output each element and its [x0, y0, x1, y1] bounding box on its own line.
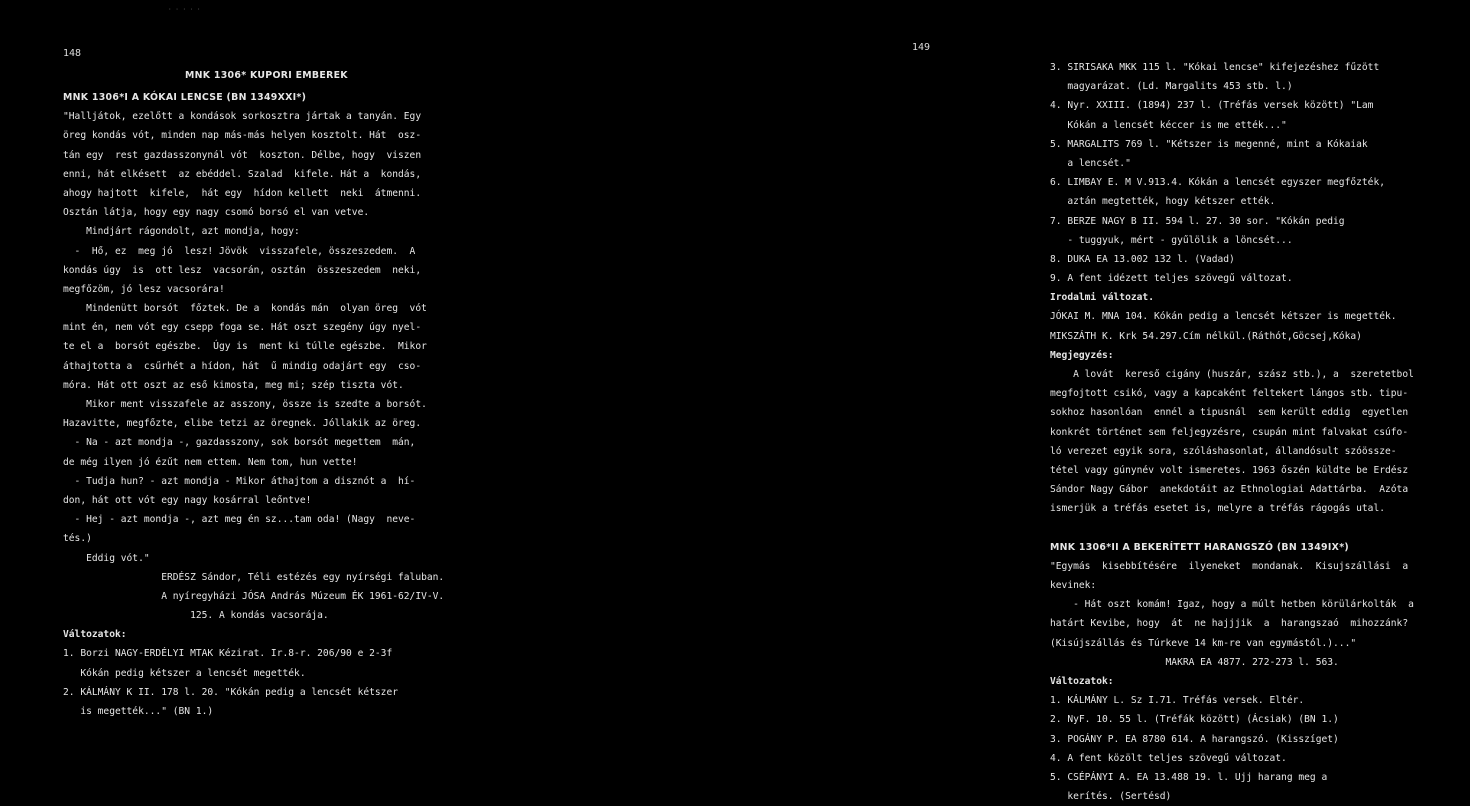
left-page-text: [63, 88, 473, 721]
text-line: tés.): [63, 533, 92, 545]
text-line: megfőzöm, jó lesz vacsorára!: [63, 283, 225, 295]
text-line: áthajtotta a csűrhét a hídon, hát ű mindig odajárt egy cso-: [63, 360, 422, 372]
text-line: [1050, 519, 1470, 538]
text-line: magyarázat. (Ld. Margalits 453 stb. l.): [1050, 81, 1293, 93]
running-head: MNK 1306* KUPORI EMBEREK: [185, 70, 348, 81]
text-line: határt Kevibe, hogy át ne hajjjik a harangszaó mihozzánk?: [1050, 618, 1409, 630]
text-line: MNK 1306*I A KÓKAI LENCSE (BN 1349XXI*): [63, 92, 307, 103]
text-line: ismerjük a tréfás esetet is, melyre a tréfás rágogás utal.: [1050, 503, 1386, 515]
text-line: de még ilyen jó ézűt nem ettem. Nem tom, hun vette!: [63, 456, 358, 468]
text-line: Sándor Nagy Gábor anekdotáit az Ethnologiai Adattárba. Azóta: [1050, 484, 1409, 496]
text-line: (Kisújszállás és Túrkeve 14 km-re van egymástól.)...": [1050, 637, 1357, 649]
text-line: is megették..." (BN 1.): [63, 706, 214, 717]
text-line: mint én, nem vót egy csepp foga se. Hát oszt szegény úgy nyel-: [63, 322, 422, 334]
text-line: Irodalmi változat.: [1050, 292, 1154, 304]
text-line: ló verezet egyik sora, szóláshasonlat, állandósult szóössze-: [1050, 445, 1397, 457]
text-line: sokhoz hasonlóan ennél a tipusnál sem került eddig egyetlen: [1050, 407, 1409, 419]
text-line: Változatok:: [1050, 676, 1114, 687]
text-line: kevinek:: [1050, 580, 1097, 592]
text-line: tétel vagy gúnynév volt ismeretes. 1963 őszén küldte be Erdész: [1050, 464, 1409, 476]
text-line: 5. MARGALITS 769 l. "Kétszer is megenné, mint a Kókaiak: [1050, 138, 1368, 150]
text-line: Mindjárt rágondolt, azt mondja, hogy:: [63, 226, 300, 238]
page-number: 149: [912, 42, 931, 53]
text-line: - Na - azt mondja -, gazdasszony, sok borsót megettem mán,: [63, 437, 416, 449]
right-page: [512, 0, 1414, 803]
text-line: - Hő, ez meg jó lesz! Jövök visszafele, összeszedem. A: [63, 245, 416, 257]
right-page-text: [1050, 58, 1470, 806]
text-line: 3. SIRISAKA MKK 115 l. "Kókai lencse" kifejezéshez fűzött: [1050, 62, 1380, 73]
text-line: A lovát kereső cigány (huszár, szász stb.), a szeretetbol: [1050, 369, 1414, 380]
text-line: MAKRA EA 4877. 272-273 l. 563.: [1050, 656, 1339, 668]
text-line: 4. Nyr. XXIII. (1894) 237 l. (Tréfás versek között) "Lam: [1050, 100, 1374, 112]
page-number: 148: [63, 48, 82, 59]
text-line: Mindenütt borsót főztek. De a kondás mán olyan öreg vót: [63, 303, 427, 315]
text-line: Megjegyzés:: [1050, 349, 1114, 361]
text-line: konkrét történet sem feljegyzésre, csupán mint falvakat csúfo-: [1050, 426, 1409, 438]
text-line: aztán megtették, hogy kétszer ették.: [1050, 196, 1276, 208]
text-line: te el a borsót egészbe. Úgy is ment ki túlle egészbe. Mikor: [63, 341, 427, 353]
text-line: 125. A kondás vacsorája.: [63, 610, 329, 622]
text-line: Hazavitte, megfőzte, elibe tetzi az öregnek. Jóllakik az öreg.: [63, 418, 422, 430]
text-line: Eddig vót.": [63, 552, 150, 564]
text-line: "Halljátok, ezelőtt a kondások sorkosztra jártak a tanyán. Egy: [63, 111, 422, 123]
scan-artifact: · · · · ·: [168, 6, 201, 13]
text-line: móra. Hát ott oszt az eső kimosta, meg mi; szép tiszta vót.: [63, 379, 404, 391]
text-line: a lencsét.": [1050, 157, 1131, 169]
text-line: MIKSZÁTH K. Krk 54.297.Cím nélkül.(Ráthót,Göcsej,Kóka): [1050, 330, 1362, 342]
text-line: tán egy rest gazdasszonynál vót koszton. Délbe, hogy viszen: [63, 149, 422, 161]
text-line: Mikor ment visszafele az asszony, össze is szedte a borsót.: [63, 399, 427, 410]
text-line: - tuggyuk, mért - gyűlölik a löncsét...: [1050, 234, 1293, 246]
text-line: 9. A fent idézett teljes szövegű változat.: [1050, 273, 1293, 285]
text-line: A nyíregyházi JÓSA András Múzeum ÉK 1961-62/IV-V.: [63, 590, 445, 602]
text-line: kerítés. (Sertésd): [1050, 791, 1172, 803]
text-line: Változatok:: [63, 629, 127, 641]
left-page: [0, 0, 512, 721]
text-line: ERDÉSZ Sándor, Téli estézés egy nyírségi faluban.: [63, 571, 445, 583]
text-line: "Egymás kisebbítésére ilyeneket mondanak. Kisujszállási a: [1050, 560, 1409, 572]
text-line: - Hej - azt mondja -, azt meg én sz...tam oda! (Nagy neve-: [63, 514, 416, 526]
text-line: 7. BERZE NAGY B II. 594 l. 27. 30 sor. "Kókán pedig: [1050, 215, 1345, 227]
text-line: 5. CSÉPÁNYI A. EA 13.488 19. l. Ujj harang meg a: [1050, 771, 1328, 783]
text-line: Osztán látja, hogy egy nagy csomó borsó el van vetve.: [63, 207, 370, 219]
text-line: Kókán pedig kétszer a lencsét megették.: [63, 667, 306, 679]
text-line: 1. Borzi NAGY-ERDÉLYI MTAK Kézirat. Ir.8-r. 206/90 e 2-3f: [63, 648, 393, 660]
text-line: 1. KÁLMÁNY L. Sz I.71. Tréfás versek. Eltér.: [1050, 695, 1305, 707]
text-line: 4. A fent közölt teljes szövegű változat.: [1050, 752, 1287, 764]
text-line: ahogy hajtott kifele, hát egy hídon kellett neki átmenni.: [63, 187, 422, 199]
text-line: kondás úgy is ott lesz vacsorán, osztán összeszedem neki,: [63, 264, 422, 276]
text-line: öreg kondás vót, minden nap más-más helyen kosztolt. Hát osz-: [63, 130, 422, 142]
text-line: enni, hát elkésett az ebéddel. Szalad kifele. Hát a kondás,: [63, 168, 422, 180]
text-line: don, hát ott vót egy nagy kosárral leőntve!: [63, 494, 312, 506]
text-line: 8. DUKA EA 13.002 132 l. (Vadad): [1050, 253, 1235, 265]
text-line: JÓKAI M. MNA 104. Kókán pedig a lencsét kétszer is megették.: [1050, 311, 1397, 323]
text-line: 2. KÁLMÁNY K II. 178 l. 20. "Kókán pedig a lencsét kétszer: [63, 686, 399, 698]
text-line: MNK 1306*II A BEKERÍTETT HARANGSZÓ (BN 1349IX*): [1050, 541, 1349, 553]
text-line: Kókán a lencsét kéccer is me ették...": [1050, 119, 1287, 131]
text-line: megfojtott csikó, vagy a kapcaként feltekert lángos stb. tipu-: [1050, 388, 1409, 400]
text-line: - Hát oszt komám! Igaz, hogy a múlt hetben körülárkolták a: [1050, 599, 1414, 611]
text-line: 3. POGÁNY P. EA 8780 614. A harangszó. (Kisszíget): [1050, 733, 1339, 745]
text-line: 2. NyF. 10. 55 l. (Tréfák között) (Ácsiak) (BN 1.): [1050, 714, 1339, 726]
text-line: 6. LIMBAY E. M V.913.4. Kókán a lencsét egyszer megfőzték,: [1050, 177, 1386, 189]
text-line: - Tudja hun? - azt mondja - Mikor áthajtom a disznót a hí-: [63, 475, 416, 487]
